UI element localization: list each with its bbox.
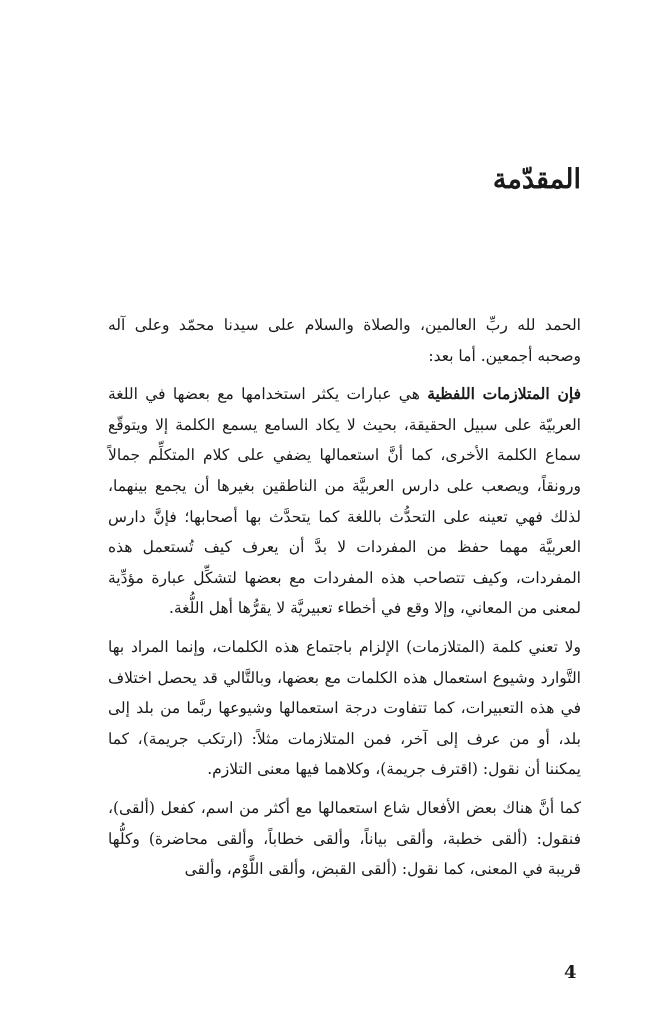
bold-term: فإن المتلازمات اللفظية xyxy=(427,384,581,404)
page-number: 4 xyxy=(564,962,577,983)
body-text xyxy=(108,310,581,893)
paragraph-verbs: كما أنَّ هناك بعض الأفعال شاع استعمالها مع أكثر من اسم، كفعل (ألقى)، فنقول: (ألقى خطبة، وألقى بياناً، وألقى خطاباً، وألقى محاضرة) وكلُّها قريبة في المعنى، كما نقول: (ألقى القبض، وألقى اللَّوْم، وألقى xyxy=(108,798,581,879)
paragraph-meaning: ولا تعني كلمة (المتلازمات) الإلزام باجتماع هذه الكلمات، وإنما المراد بها التَّوارد وشيوع استعمال هذه الكلمات مع بعضها، وبالتَّالي قد يحصل اختلاف في هذه التعبيرات، كما تتفاوت درجة استعمالها وشيوعها ربَّما من بلد إلى بلد، أو من عرف إلى آخر، فمن المتلازمات مثلاً: (ارتكب جريمة)، كما يمكننا أن نقول: (اقترف جريمة)، وكلاهما فيها معنى التلازم. xyxy=(108,637,581,779)
paragraph-opening: الحمد لله ربِّ العالمين، والصلاة والسلام على سيدنا محمّد وعلى آله وصحبه أجمعين. أما بعد: xyxy=(108,316,581,365)
paragraph-definition-text: هي عبارات يكثر استخدامها مع بعضها في اللغة العربيّة على سبيل الحقيقة، بحيث لا يكاد السامع يسمع الكلمة إلا ويتوقّع سماع الكلمة الأخرى، كما أنَّ استعمالها يضفي على كلام المتكلِّم جمالاً ورونقاً، ويصعب على دارس العربيَّة من الناطقين بغيرها أن يجمع بينهما، لذلك فهي تعينه على التحدُّث باللغة كما يتحدَّث بها أصحابها؛ فإنَّ دارس العربيَّة مهما حفظ من المفردات لا بدَّ أن يعرف كيف تُستعمل هذه المفردات، وكيف تتصاحب هذه المفردات مع بعضها لتشكِّل عبارة مؤدِّية لمعنى من المعاني، وإلا وقع في أخطاء تعبيريَّة لا يقرُّها أهل اللُّغة. xyxy=(108,385,581,618)
paragraph-definition xyxy=(108,379,581,624)
chapter-title: المقدّمة xyxy=(492,164,581,195)
